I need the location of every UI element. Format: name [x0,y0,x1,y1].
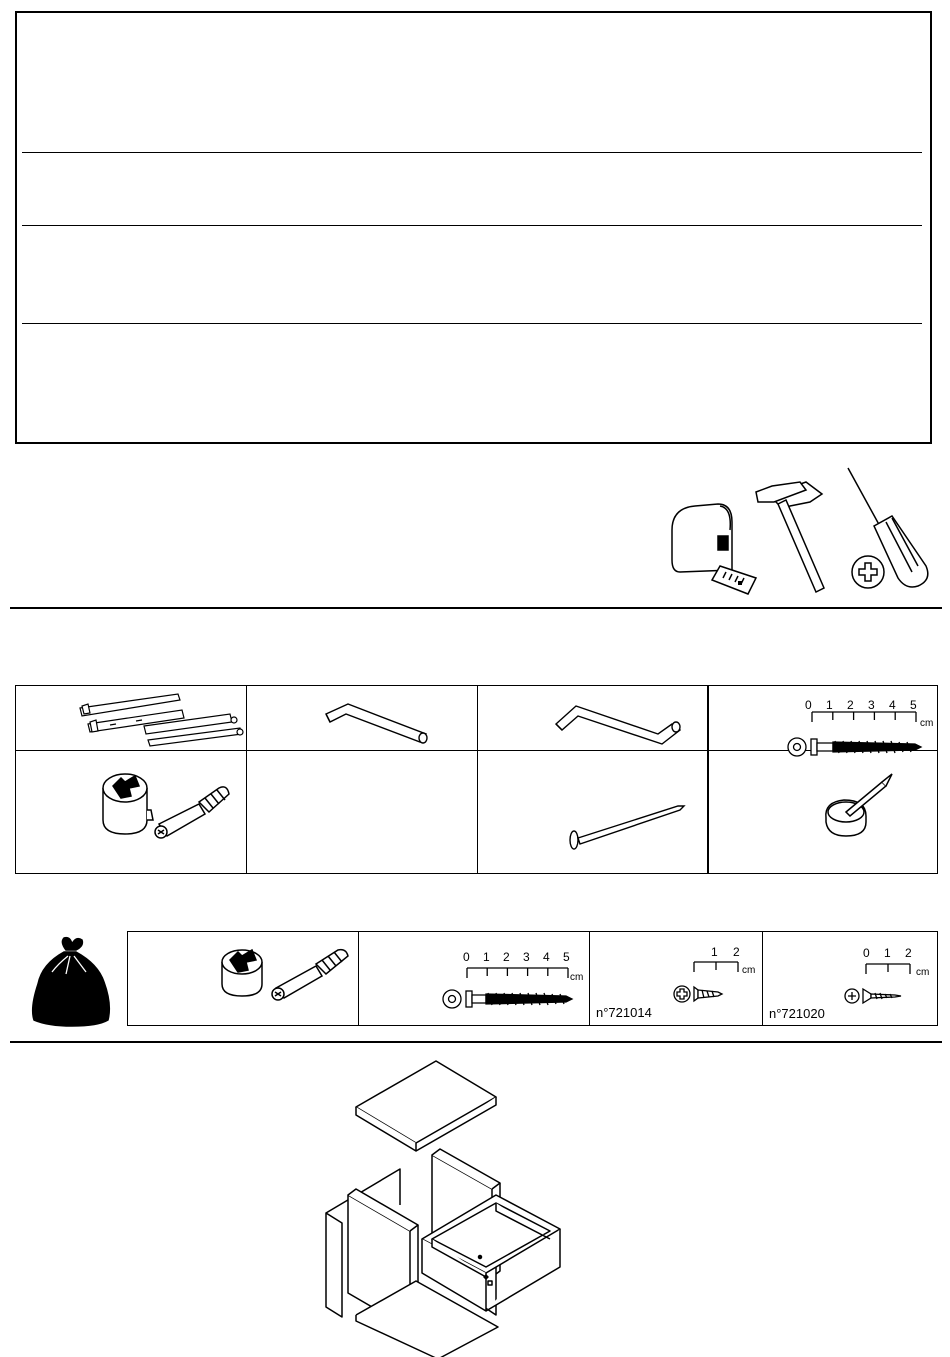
ruler-label: 5 [563,950,570,964]
hammer-icon [756,482,824,592]
spare-grid-vline-1 [358,931,359,1026]
ruler-label: 2 [503,950,510,964]
cam-lock-and-dowel-icon [95,758,235,853]
notes-rule-1 [22,152,922,153]
ruler-label: 2 [905,946,912,960]
ruler-label: 2 [847,698,854,712]
nail-icon [560,770,690,860]
section-divider-1 [10,607,942,609]
spare-parts-bag-icon [28,934,114,1028]
ruler-5cm-graphic [440,944,590,984]
phillips-head-icon [852,556,884,588]
ruler-label: 1 [826,698,833,712]
ruler-label: 1 [884,946,891,960]
notes-rule-3 [22,323,922,324]
small-phillips-screw-icon [672,982,732,1006]
screw-with-washer-icon [785,732,935,762]
ruler-label: 4 [889,698,896,712]
ruler-label: 3 [523,950,530,964]
tools-group [660,460,940,600]
grid-vline-2 [477,685,478,874]
notes-rule-2 [22,225,922,226]
grid-vline-3 [707,685,709,874]
ruler-unit: cm [570,972,584,983]
allen-key-large-icon [552,700,692,745]
exploded-cabinet-diagram [320,1055,580,1355]
tape-measure-icon [672,504,756,594]
ruler-label: 2 [733,945,740,959]
ruler-unit: cm [920,718,934,729]
ruler-unit: cm [916,967,930,978]
ruler-5cm-labels [800,698,940,714]
cam-lock-and-dowel-icon [216,938,356,1008]
ruler-label: 3 [868,698,875,712]
section-divider-2 [10,1041,942,1043]
ruler-label: 0 [463,950,470,964]
reference-number: n°721014 [596,1005,652,1020]
ruler-2cm-graphic [860,960,920,980]
allen-key-small-icon [320,700,440,745]
ruler-label: 0 [863,946,870,960]
ruler-label: 0 [805,698,812,712]
ruler-label: 1 [711,945,718,959]
furniture-glide-icon [820,762,900,852]
drawer-runner-icon [70,690,250,748]
countersunk-screw-icon [843,985,907,1007]
ruler-label: 1 [483,950,490,964]
ruler-unit: cm [742,965,756,976]
screw-with-washer-icon [440,984,590,1014]
reference-number: n°721020 [769,1006,825,1021]
ruler-2cm-graphic [690,958,750,978]
ruler-label: 4 [543,950,550,964]
notes-box [15,11,932,444]
ruler-label: 5 [910,698,917,712]
